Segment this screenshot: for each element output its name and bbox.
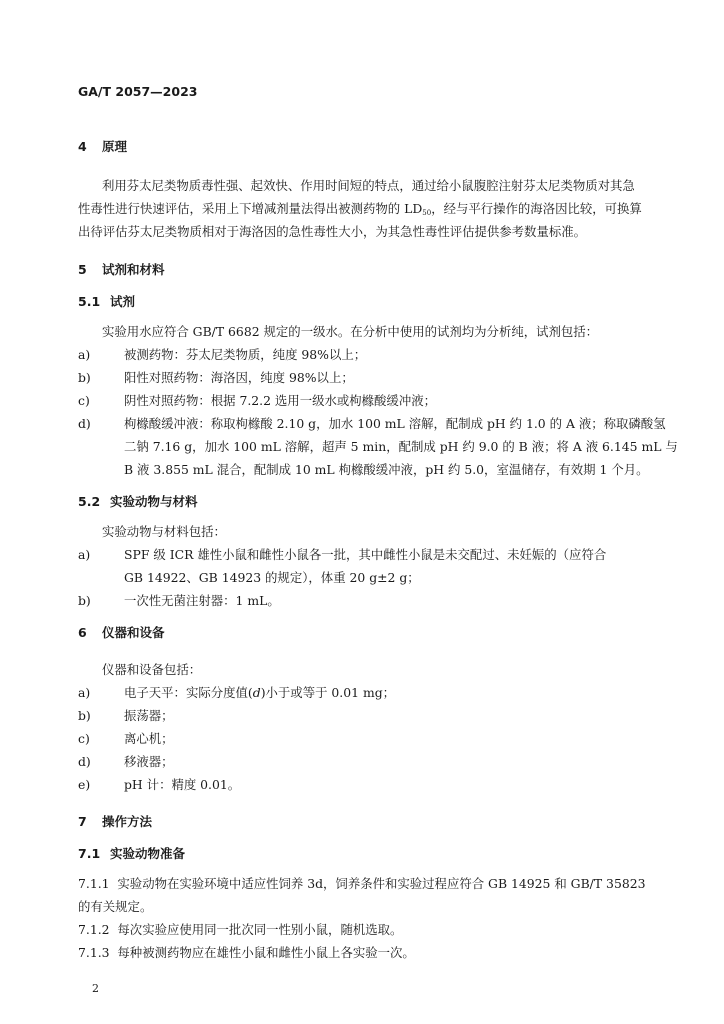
section-6-heading [78,627,165,640]
document-id-header: GA/T 2057—2023 [78,84,198,99]
list-item: 一次性无菌注射器：1 mL。 [124,593,280,608]
clause-number: 7.1.2 [78,922,110,937]
list-item: 阴性对照药物：根据 7.2.2 选用一级水或枸橼酸缓冲液； [124,393,436,408]
list-item [124,687,395,699]
section-4-heading [78,141,127,154]
paragraph-line: 利用芬太尼类物质毒性强、起效快、作用时间短的特点，通过给小鼠腹腔注射芬太尼类物质对其急 [102,178,635,193]
section-5-1-heading [78,296,135,309]
list-label: a) [78,547,91,562]
clause-7-1-1 [78,878,645,890]
section-title: 试剂 [110,294,136,309]
section-number: 5 [78,262,87,277]
list-label: e) [78,777,91,792]
clause-continuation: 的有关规定。 [78,899,153,914]
section-title: 实验动物准备 [110,846,186,861]
list-item-continuation: GB 14922、GB 14923 的规定），体重 20 g±2 g； [124,570,420,585]
list-item: 离心机； [124,731,174,746]
section-title: 原理 [102,139,128,154]
paragraph-line [78,203,642,217]
clause-text: 实验动物在实验环境中适应性饲养 3d，饲养条件和实验过程应符合 GB 14925 和 GB/T 35823 [117,876,646,891]
paragraph-line: 出待评估芬太尼类物质相对于海洛因的急性毒性大小，为其急性毒性评估提供参考数量标准。 [78,224,587,239]
text-span: 电子天平：实际分度值( [124,685,253,700]
section-7-heading [78,816,152,829]
section-number: 4 [78,139,87,154]
clause-number: 7.1.1 [78,876,110,891]
clause-text: 每种被测药物应在雄性小鼠和雌性小鼠上各实验一次。 [117,945,415,960]
text-span: )小于或等于 0.01 mg； [260,685,396,700]
list-item: 枸橼酸缓冲液：称取枸橼酸 2.10 g，加水 100 mL 溶解，配制成 pH 约 1.0 的 A 液；称取磷酸氢 [124,416,666,431]
section-7-1-heading [78,848,185,861]
section-number: 5.1 [78,294,101,309]
italic-symbol: d [252,685,261,700]
list-item: 移液器； [124,754,174,769]
section-title: 操作方法 [102,814,153,829]
list-item: 被测药物：芬太尼类物质，纯度 98%以上； [124,347,367,362]
page-number: 2 [92,982,99,995]
list-label: b) [78,708,91,723]
section-5-heading [78,264,165,277]
clause-7-1-2 [78,924,402,936]
list-item: 阳性对照药物：海洛因，纯度 98%以上； [124,370,354,385]
clause-7-1-3 [78,947,415,959]
list-label: d) [78,416,91,431]
list-label: b) [78,370,91,385]
list-label: c) [78,731,90,746]
section-number: 7 [78,814,87,829]
section-title: 实验动物与材料 [110,494,198,509]
section-5-2-heading [78,496,198,509]
subscript: 50 [422,209,432,217]
list-item: pH 计：精度 0.01。 [124,777,241,792]
list-label: d) [78,754,91,769]
text-span: ，经与平行操作的海洛因比较，可换算 [431,201,642,216]
list-item-continuation: 二钠 7.16 g，加水 100 mL 溶解，超声 5 min，配制成 pH 约 9.0 的 B 液；将 A 液 6.145 mL 与 [124,439,678,454]
clause-number: 7.1.3 [78,945,110,960]
list-label: c) [78,393,90,408]
list-item: 振荡器； [124,708,174,723]
list-label: a) [78,347,91,362]
section-number: 7.1 [78,846,101,861]
paragraph-line: 实验用水应符合 GB/T 6682 规定的一级水。在分析中使用的试剂均为分析纯，试剂包括： [102,324,599,339]
list-item: SPF 级 ICR 雄性小鼠和雌性小鼠各一批，其中雌性小鼠是未交配过、未妊娠的（应符合 [124,547,607,562]
section-number: 5.2 [78,494,101,509]
list-label: b) [78,593,91,608]
list-item-continuation: B 液 3.855 mL 混合，配制成 10 mL 枸橼酸缓冲液，pH 约 5.0，室温储存，有效期 1 个月。 [124,462,649,477]
section-title: 仪器和设备 [102,625,165,640]
paragraph-line: 实验动物与材料包括： [102,524,226,539]
section-number: 6 [78,625,87,640]
list-label: a) [78,685,91,700]
paragraph-line: 仪器和设备包括： [102,662,202,677]
clause-text: 每次实验应使用同一批次同一性别小鼠，随机选取。 [117,922,403,937]
text-span: 性毒性进行快速评估，采用上下增减剂量法得出被测药物的 LD [78,201,423,216]
section-title: 试剂和材料 [102,262,165,277]
